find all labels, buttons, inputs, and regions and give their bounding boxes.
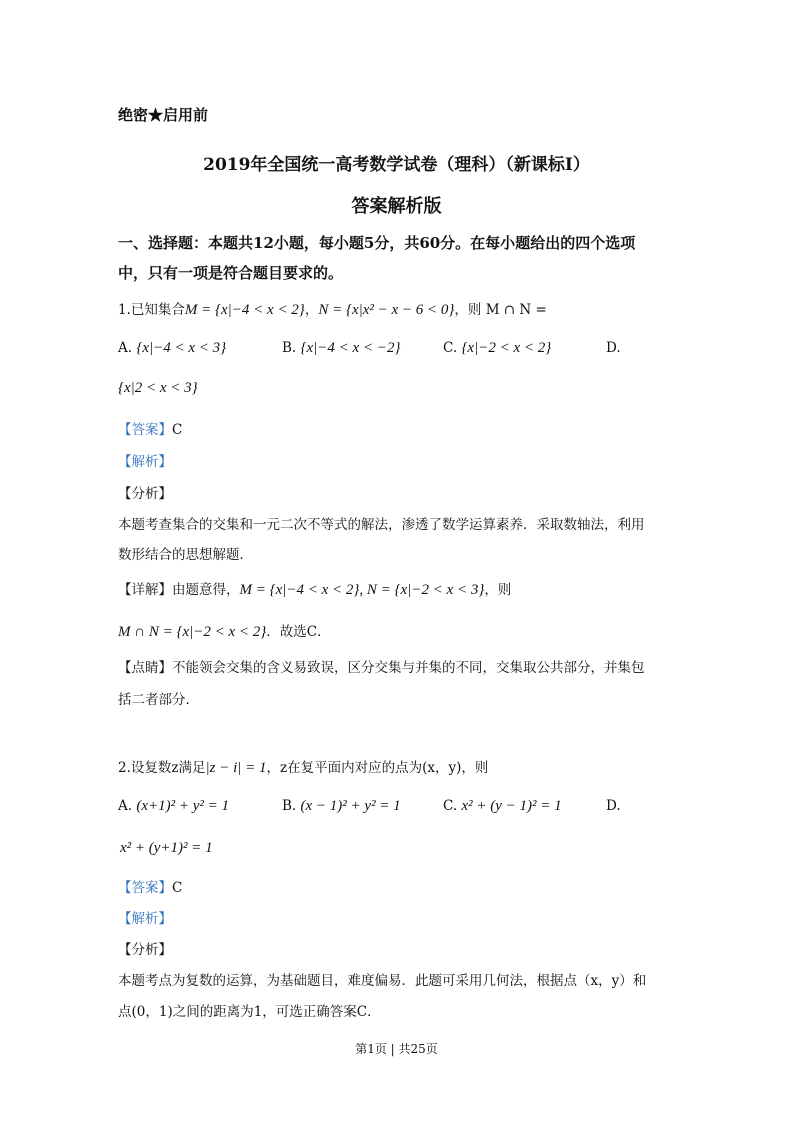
result-text: ．故选C． [266, 624, 331, 640]
q2-jiexi-tag: 【解析】 [118, 911, 172, 927]
option-label: B. [282, 798, 297, 814]
q1-dianjing-line2: 括二者部分． [118, 692, 199, 708]
confidential-mark: 绝密★启用前 [118, 106, 209, 124]
option-value: x² + (y − 1)² = 1 [461, 798, 562, 814]
q1-fenxi-line1: 本题考查集合的交集和一元二次不等式的解法，渗透了数学运算素养．采取数轴法，利用 [118, 517, 645, 533]
q1-option-c [443, 340, 551, 357]
q1-option-d-value: {x|2 < x < 3} [118, 380, 198, 396]
q1-stem-text: 1.已知集合 [118, 302, 185, 318]
q1-option-a [118, 340, 226, 357]
section-heading-line1: 一、选择题：本题共12小题，每小题5分，共60分。在每小题给出的四个选项 [118, 234, 636, 252]
q1-jiexi-tag: 【解析】 [118, 454, 172, 470]
q2-fenxi-line1: 本题考点为复数的运算，为基础题目，难度偏易．此题可采用几何法，根据点（x，y）和 [118, 973, 647, 989]
page-subtitle: 答案解析版 [351, 196, 442, 217]
q1-detail [118, 578, 511, 599]
option-label: B. [282, 340, 297, 356]
result-expression: M ∩ N = {x|−2 < x < 2} [118, 624, 267, 640]
answer-tag: 【答案】 [118, 422, 172, 438]
q1-result [118, 620, 331, 641]
option-value: {x|−4 < x < −2} [300, 340, 401, 356]
option-label: A. [118, 798, 133, 814]
option-value: (x − 1)² + y² = 1 [300, 798, 401, 814]
detail-tail: ，则 [484, 582, 512, 598]
dianjing-tag: 【点睛】 [118, 660, 172, 676]
q2-fenxi-tag: 【分析】 [118, 942, 172, 958]
q1-stem-tail: ，则 M ∩ N = [454, 302, 547, 318]
page-number: 第1页 | 共25页 [355, 1042, 438, 1056]
page-title: 2019年全国统一高考数学试卷（理科）（新课标Ⅰ） [203, 155, 590, 175]
option-value: {x|−4 < x < 3} [136, 340, 227, 356]
q1-set-m: M = {x|−4 < x < 2} [184, 302, 305, 318]
q2-option-d-value: x² + (y+1)² = 1 [120, 840, 213, 856]
q2-stem-tail: ，z在复平面内对应的点为(x，y)，则 [266, 760, 489, 776]
q1-fenxi-tag: 【分析】 [118, 486, 172, 502]
q2-option-c [443, 798, 562, 815]
q1-set-n: N = {x|x² − x − 6 < 0} [318, 302, 455, 318]
q2-answer [118, 876, 182, 896]
q1-fenxi-line2: 数形结合的思想解题． [118, 547, 253, 563]
detail-text: 由题意得， [172, 582, 240, 598]
q2-stem-expression: |z − i| = 1 [205, 760, 267, 776]
q2-option-d-label: D. [606, 798, 621, 814]
q2-option-a [118, 798, 229, 815]
q1-stem [118, 298, 547, 319]
option-value: (x+1)² + y² = 1 [136, 798, 230, 814]
q1-dianjing-line1 [118, 656, 645, 676]
detail-tag: 【详解】 [118, 582, 172, 598]
q2-option-b [282, 798, 401, 815]
q2-stem [118, 756, 488, 777]
q2-stem-text: 2.设复数z满足 [118, 760, 206, 776]
q1-option-d-label: D. [606, 340, 621, 356]
answer-tag: 【答案】 [118, 880, 172, 896]
detail-expression: M = {x|−4 < x < 2}, N = {x|−2 < x < 3} [239, 582, 485, 598]
q1-separator: ， [304, 302, 319, 318]
q2-fenxi-line2: 点(0，1)之间的距离为1，可选正确答案C． [118, 1004, 381, 1020]
option-label: A. [118, 340, 133, 356]
q1-option-b [282, 340, 400, 357]
section-heading-line2: 中，只有一项是符合题目要求的。 [118, 264, 344, 282]
q1-answer [118, 418, 182, 438]
dianjing-text: 不能领会交集的含义易致误，区分交集与并集的不同，交集取公共部分，并集包 [172, 660, 645, 676]
option-label: C. [443, 798, 458, 814]
answer-value: C [172, 422, 183, 438]
option-label: C. [443, 340, 458, 356]
answer-value: C [172, 880, 183, 896]
option-value: {x|−2 < x < 2} [461, 340, 552, 356]
